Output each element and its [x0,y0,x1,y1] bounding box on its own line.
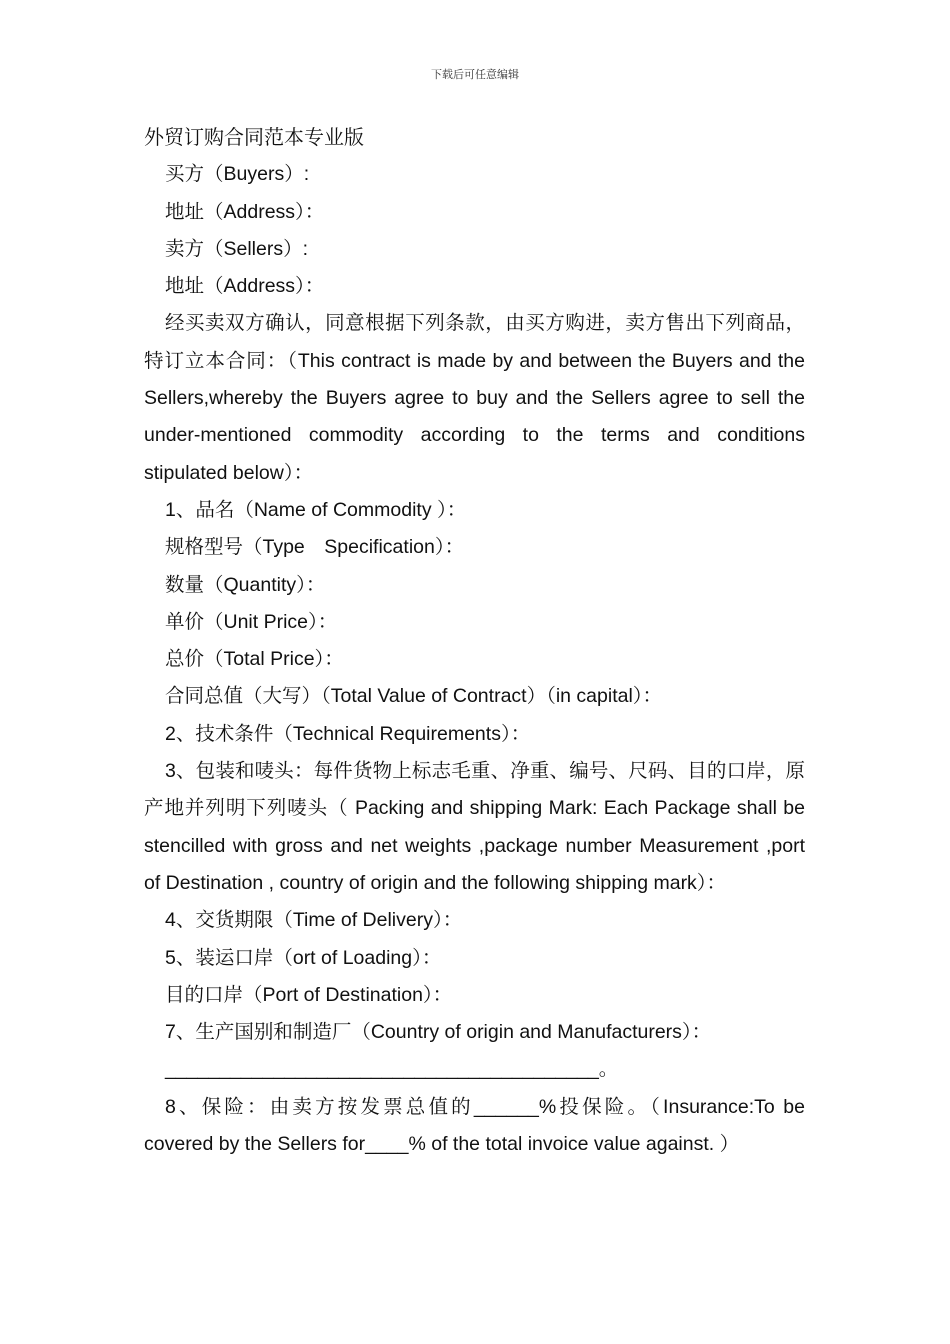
insurance-paragraph: 8、保险：由卖方按发票总值的______%投保险。（Insurance:To be covered by the Sellers for____% of the total invoice value against. ） [144,1095,805,1156]
destination-port-field: 目的口岸（Port of Destination）： [165,983,453,1006]
total-value-field: 合同总值（大写）（Total Value of Contract）（in capital）： [165,685,663,708]
seller-address-field: 地址（Address）： [165,275,325,298]
commodity-name-field: 1、品名（Name of Commodity ）： [165,498,467,521]
manufacturer-blank-line: ________________________________________。 [165,1058,619,1081]
delivery-time-field: 4、交货期限（Time of Delivery）： [165,909,463,932]
seller-field: 卖方（Sellers）: [165,237,309,260]
specification-field: 规格型号（Type Specification）： [165,536,465,559]
intro-paragraph: 经买卖双方确认，同意根据下列条款，由买方购进，卖方售出下列商品，特订立本合同：（This contract is made by and between the Buyers and the Sellers,whereby the Buyers agree to buy and the Sellers agree to sell the under-mentioned commodity according to the terms and conditions stipulated below）： [144,312,805,484]
unit-price-field: 单价（Unit Price）： [165,610,338,633]
contract-document [144,119,805,1163]
loading-port-field: 5、装运口岸（ort of Loading）： [165,946,442,969]
buyer-field: 买方（Buyers）: [165,163,310,186]
quantity-field: 数量（Quantity）： [165,573,326,596]
page-header: 下载后可任意编辑 [431,68,519,81]
total-price-field: 总价（Total Price）： [165,648,344,671]
manufacturer-field: 7、生产国别和制造厂（Country of origin and Manufacturers）： [165,1021,712,1044]
document-title: 外贸订购合同范本专业版 [144,125,364,149]
technical-requirements-field: 2、技术条件（Technical Requirements）： [165,722,531,745]
buyer-address-field: 地址（Address）： [165,200,325,223]
packing-paragraph: 3、包装和唛头：每件货物上标志毛重、净重、编号、尺码、目的口岸，原产地并列明下列唛头（ Packing and shipping Mark: Each Package shall be stencilled with gross and net weights ,package number Measurement ,port of Destination , country of origin and the following shipping mark）： [144,760,805,894]
